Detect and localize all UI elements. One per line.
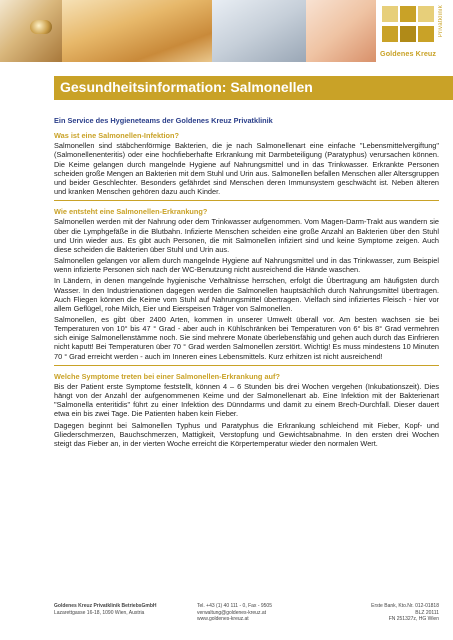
lead-line: Ein Service des Hygieneteams der Goldenes Kreuz Privatklinik <box>54 116 273 125</box>
paragraph: Salmonellen sind stäbchenförmige Bakterien, die je nach Salmonellenart eine einfache "Lebensmittelvergiftung" (Salmonellenenteritis) oder eine hochfieberhafte Erkrankung mit Darmbeteiligung (Paratyphus) verursachen können. Die Keime gelangen durch mangelnde Hygiene auf Nahrungsmittel und in das Trinkwasser. Erkrankte Personen scheiden große Mengen an Bakterien mit dem Stuhl und Urin aus. Salmonellen befallen Menschen aller Altersgruppen und beider Geschlechter. Besonders gefährdet sind Menschen deren Immunsystem geschwächt ist. Neben älteren und kranken Menschen gehören dazu auch Kinder. <box>54 141 439 197</box>
page-title: Gesundheitsinformation: Salmonellen <box>60 79 313 95</box>
title-bar <box>54 76 453 100</box>
document-body <box>54 116 439 450</box>
paragraph: Salmonellen gelangen vor allem durch mangelnde Hygiene auf Nahrungsmittel und in das Trinkwasser, zum Beispiel wenn infizierte Personen sich nach der WC-Benutzung nicht ausreichend die Hände waschen. <box>54 256 439 275</box>
section-heading: Was ist eine Salmonellen-Infektion? <box>54 131 180 141</box>
header-banner <box>0 0 453 62</box>
footer-registry: FN 251327z, HG Wien <box>388 616 439 623</box>
section-heading: Welche Symptome treten bei einer Salmonellen-Erkrankung auf? <box>54 371 280 381</box>
footer-phone: Tel. +43 (1) 40 111 - 0, Fax - 9505 <box>197 603 272 609</box>
paragraph: Salmonellen werden mit der Nahrung oder dem Trinkwasser aufgenommen. Vom Magen-Darm-Trakt aus wandern sie über die Lymphgefäße in die Blutbahn. Infizierte Menschen scheiden eine große Anzahl an Bakterien über den Stuhl und Urin wieder aus. Es gibt auch Personen, die mit Salmonellen infiziert sind und keine Symptome zeigen. Auch diese scheiden die Bakterien über Stuhl und Urin aus. <box>54 217 439 254</box>
logo-mark <box>380 6 437 58</box>
section-infection <box>54 131 439 196</box>
clinic-logo <box>378 0 453 62</box>
footer-company-name: Goldenes Kreuz Privatklinik BetriebsGmbH <box>54 603 157 609</box>
door-knob-graphic <box>30 20 52 34</box>
footer-blz: BLZ 20111 <box>415 609 439 616</box>
logo-text: Goldenes Kreuz <box>380 49 437 58</box>
footer-website: www.goldenes-kreuz.at <box>197 616 249 623</box>
photo-door-handle <box>0 0 62 62</box>
section-origin <box>54 207 439 361</box>
paragraph: In Ländern, in denen mangelnde hygienische Verhältnisse herrschen, erfolgt die Übertragung am häufigsten durch Wasser. In den Industrienationen dagegen werden die Salmonellen hauptsächlich durch Nahrungsmittel übertragen. Auch Fliegen können die Keime vom Stuhl auf Nahrungsmittel übertragen. Vielfach sind infiziertes Fleisch - hier vor allem Geflügel, rohe Milch, Eier und Eierspeisen Träger von Salmonellen. <box>54 276 439 313</box>
photo-hand-care <box>306 0 376 62</box>
photo-room-interior <box>62 0 212 62</box>
footer-email: verwaltung@goldenes-kreuz.at <box>197 609 267 616</box>
photo-hands-washing <box>212 0 306 62</box>
footer-bank <box>371 603 439 623</box>
footer-account: Erste Bank, Kto.Nr. 012-01818 <box>371 603 439 609</box>
section-symptoms <box>54 372 439 448</box>
divider <box>54 365 439 366</box>
section-heading: Wie entsteht eine Salmonellen-Erkrankung? <box>54 207 208 217</box>
paragraph: Dagegen beginnt bei Salmonellen Typhus und Paratyphus die Erkrankung schleichend mit Fieber, Kopf- und Gliederschmerzen, Bauchschmerzen, Mattigkeit, Verstopfung und Gewichtsabnahme. In den ersten drei Wochen steigt das Fieber an, in der vierten Woche erreicht die Körpertemperatur wieder den normalen Wert. <box>54 420 439 448</box>
paragraph: Bis der Patient erste Symptome feststellt, können 4 – 6 Stunden bis drei Wochen vergehen (Inkubationszeit). Dies hängt von der Anzahl der aufgenommenen Keime und der Salmonellenart ab. Eine Infektion mit der Bakterienart "Salmonella enteritidis" führt zu einer Infektion des Dünndarms und damit zu einem Brech-Durchfall. Dieser dauert etwa ein bis zwei Tage. Die Patienten haben kein Fieber. <box>54 381 439 419</box>
logo-vertical-text: Privatklinik <box>438 5 444 38</box>
footer-address: Lazarettgasse 16-18, 1090 Wien, Austria <box>54 609 145 616</box>
paragraph: Salmonellen, es gibt über 2400 Arten, kommen in unserer Umwelt überall vor. Am besten wachsen sie bei Temperaturen von 10° bis 47 ° Grad - aber auch in Kühlschränken bei Temperaturen von 6° bis 8° Grad vermehren sich einige Salmonellenstämme noch. Sie sind mehrere Monate überlebensfähig und gehen auch durch das Einfrieren nicht kaputt! Bei Temperaturen über 70 ° Grad werden Salmonellen zerstört. Wichtig! Es muss mindestens 10 Minuten 70 ° Grad erreicht werden - auch im Inneren eines Lebensmittels. Kurz erhitzen ist nicht ausreichend! <box>54 314 439 361</box>
footer-company <box>54 603 157 616</box>
divider <box>54 200 439 201</box>
footer-contact <box>197 603 272 623</box>
